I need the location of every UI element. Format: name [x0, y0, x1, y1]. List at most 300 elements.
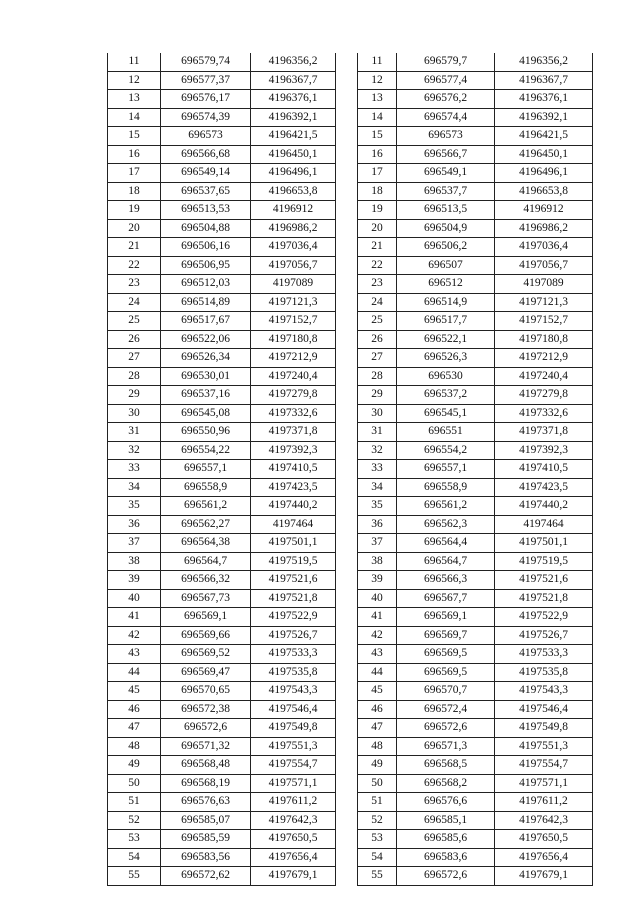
y-coordinate-cell: 4197279,8 [251, 386, 336, 405]
x-coordinate-cell: 696576,17 [161, 90, 251, 109]
y-coordinate-cell: 4197423,5 [251, 478, 336, 497]
y-coordinate-cell: 4197543,3 [495, 682, 593, 701]
x-coordinate-cell: 696526,3 [397, 349, 495, 368]
y-coordinate-cell: 4197551,3 [251, 737, 336, 756]
table-row [108, 774, 336, 793]
y-coordinate-cell: 4197464 [495, 515, 593, 534]
table-row [108, 700, 336, 719]
y-coordinate-cell: 4197522,9 [495, 608, 593, 627]
x-coordinate-cell: 696557,1 [397, 460, 495, 479]
x-coordinate-cell: 696571,3 [397, 737, 495, 756]
point-number-cell: 43 [358, 645, 397, 664]
x-coordinate-cell: 696569,7 [397, 626, 495, 645]
y-coordinate-cell: 4196653,8 [495, 182, 593, 201]
point-number-cell: 36 [358, 515, 397, 534]
y-coordinate-cell: 4196496,1 [251, 164, 336, 183]
table-row [108, 238, 336, 257]
y-coordinate-cell: 4196450,1 [251, 145, 336, 164]
table-row [358, 293, 593, 312]
table-row [358, 441, 593, 460]
table-row [358, 608, 593, 627]
table-row [108, 830, 336, 849]
x-coordinate-cell: 696554,2 [397, 441, 495, 460]
x-coordinate-cell: 696569,1 [397, 608, 495, 627]
point-number-cell: 54 [358, 848, 397, 867]
table-row [108, 71, 336, 90]
table-row [108, 589, 336, 608]
x-coordinate-cell: 696507 [397, 256, 495, 275]
point-number-cell: 39 [358, 571, 397, 590]
y-coordinate-cell: 4196356,2 [251, 53, 336, 71]
table-row [108, 275, 336, 294]
x-coordinate-cell: 696530 [397, 367, 495, 386]
point-number-cell: 30 [358, 404, 397, 423]
point-number-cell: 46 [358, 700, 397, 719]
y-coordinate-cell: 4197089 [495, 275, 593, 294]
point-number-cell: 50 [358, 774, 397, 793]
y-coordinate-cell: 4197650,5 [495, 830, 593, 849]
table-row [108, 312, 336, 331]
table-row [358, 386, 593, 405]
table-row [108, 53, 336, 71]
y-coordinate-cell: 4197554,7 [251, 756, 336, 775]
table-row [358, 793, 593, 812]
table-row [358, 515, 593, 534]
table-row [108, 108, 336, 127]
x-coordinate-cell: 696554,22 [161, 441, 251, 460]
table-row [358, 756, 593, 775]
table-body [108, 53, 336, 885]
point-number-cell: 42 [358, 626, 397, 645]
point-number-cell: 27 [358, 349, 397, 368]
y-coordinate-cell: 4197522,9 [251, 608, 336, 627]
point-number-cell: 13 [108, 90, 161, 109]
table-row [108, 719, 336, 738]
x-coordinate-cell: 696577,4 [397, 71, 495, 90]
point-number-cell: 47 [108, 719, 161, 738]
point-number-cell: 16 [358, 145, 397, 164]
point-number-cell: 31 [358, 423, 397, 442]
table-row [108, 164, 336, 183]
table-row [358, 774, 593, 793]
table-row [108, 534, 336, 553]
x-coordinate-cell: 696568,2 [397, 774, 495, 793]
table-row [358, 201, 593, 220]
point-number-cell: 51 [108, 793, 161, 812]
point-number-cell: 45 [358, 682, 397, 701]
x-coordinate-cell: 696566,7 [397, 145, 495, 164]
table-row [108, 552, 336, 571]
point-number-cell: 51 [358, 793, 397, 812]
y-coordinate-cell: 4197056,7 [495, 256, 593, 275]
point-number-cell: 18 [358, 182, 397, 201]
x-coordinate-cell: 696585,59 [161, 830, 251, 849]
point-number-cell: 26 [358, 330, 397, 349]
point-number-cell: 15 [358, 127, 397, 146]
table-row [108, 608, 336, 627]
x-coordinate-cell: 696526,34 [161, 349, 251, 368]
y-coordinate-cell: 4197501,1 [251, 534, 336, 553]
table-row [358, 626, 593, 645]
point-number-cell: 54 [108, 848, 161, 867]
point-number-cell: 20 [358, 219, 397, 238]
x-coordinate-cell: 696517,67 [161, 312, 251, 331]
x-coordinate-cell: 696572,38 [161, 700, 251, 719]
table-row [108, 737, 336, 756]
y-coordinate-cell: 4197089 [251, 275, 336, 294]
point-number-cell: 31 [108, 423, 161, 442]
point-number-cell: 24 [358, 293, 397, 312]
y-coordinate-cell: 4197526,7 [251, 626, 336, 645]
y-coordinate-cell: 4197036,4 [251, 238, 336, 257]
y-coordinate-cell: 4197332,6 [495, 404, 593, 423]
table-row [358, 404, 593, 423]
y-coordinate-cell: 4197521,8 [495, 589, 593, 608]
point-number-cell: 37 [108, 534, 161, 553]
y-coordinate-cell: 4197240,4 [251, 367, 336, 386]
table-row [358, 127, 593, 146]
point-number-cell: 44 [358, 663, 397, 682]
point-number-cell: 29 [358, 386, 397, 405]
point-number-cell: 49 [108, 756, 161, 775]
y-coordinate-cell: 4196421,5 [251, 127, 336, 146]
point-number-cell: 39 [108, 571, 161, 590]
y-coordinate-cell: 4196912 [251, 201, 336, 220]
table-row [108, 386, 336, 405]
x-coordinate-cell: 696570,65 [161, 682, 251, 701]
x-coordinate-cell: 696545,08 [161, 404, 251, 423]
y-coordinate-cell: 4197571,1 [495, 774, 593, 793]
table-row [108, 293, 336, 312]
point-number-cell: 49 [358, 756, 397, 775]
y-coordinate-cell: 4197121,3 [251, 293, 336, 312]
y-coordinate-cell: 4197440,2 [251, 497, 336, 516]
table-row [358, 589, 593, 608]
point-number-cell: 24 [108, 293, 161, 312]
x-coordinate-cell: 696573 [397, 127, 495, 146]
y-coordinate-cell: 4197611,2 [495, 793, 593, 812]
table-row [358, 238, 593, 257]
x-coordinate-cell: 696572,6 [161, 719, 251, 738]
x-coordinate-cell: 696576,63 [161, 793, 251, 812]
point-number-cell: 28 [358, 367, 397, 386]
x-coordinate-cell: 696568,48 [161, 756, 251, 775]
coordinates-table-left [107, 53, 336, 886]
point-number-cell: 50 [108, 774, 161, 793]
point-number-cell: 53 [358, 830, 397, 849]
x-coordinate-cell: 696576,2 [397, 90, 495, 109]
y-coordinate-cell: 4197543,3 [251, 682, 336, 701]
x-coordinate-cell: 696585,6 [397, 830, 495, 849]
x-coordinate-cell: 696558,9 [161, 478, 251, 497]
x-coordinate-cell: 696579,74 [161, 53, 251, 71]
table-row [358, 219, 593, 238]
point-number-cell: 14 [108, 108, 161, 127]
y-coordinate-cell: 4197679,1 [495, 867, 593, 886]
point-number-cell: 25 [108, 312, 161, 331]
x-coordinate-cell: 696537,7 [397, 182, 495, 201]
point-number-cell: 38 [108, 552, 161, 571]
y-coordinate-cell: 4197423,5 [495, 478, 593, 497]
point-number-cell: 52 [108, 811, 161, 830]
y-coordinate-cell: 4197410,5 [251, 460, 336, 479]
y-coordinate-cell: 4197212,9 [251, 349, 336, 368]
x-coordinate-cell: 696549,14 [161, 164, 251, 183]
x-coordinate-cell: 696569,1 [161, 608, 251, 627]
y-coordinate-cell: 4197440,2 [495, 497, 593, 516]
point-number-cell: 11 [108, 53, 161, 71]
table-row [108, 90, 336, 109]
point-number-cell: 16 [108, 145, 161, 164]
point-number-cell: 32 [108, 441, 161, 460]
y-coordinate-cell: 4196912 [495, 201, 593, 220]
table-row [358, 108, 593, 127]
x-coordinate-cell: 696569,66 [161, 626, 251, 645]
table-row [108, 793, 336, 812]
x-coordinate-cell: 696513,5 [397, 201, 495, 220]
table-row [358, 663, 593, 682]
table-row [358, 682, 593, 701]
table-row [108, 404, 336, 423]
point-number-cell: 36 [108, 515, 161, 534]
point-number-cell: 27 [108, 349, 161, 368]
y-coordinate-cell: 4197036,4 [495, 238, 593, 257]
table-row [358, 367, 593, 386]
x-coordinate-cell: 696566,3 [397, 571, 495, 590]
x-coordinate-cell: 696537,2 [397, 386, 495, 405]
point-number-cell: 29 [108, 386, 161, 405]
y-coordinate-cell: 4197121,3 [495, 293, 593, 312]
y-coordinate-cell: 4197332,6 [251, 404, 336, 423]
y-coordinate-cell: 4196653,8 [251, 182, 336, 201]
x-coordinate-cell: 696530,01 [161, 367, 251, 386]
x-coordinate-cell: 696567,7 [397, 589, 495, 608]
table-row [108, 867, 336, 886]
point-number-cell: 21 [358, 238, 397, 257]
x-coordinate-cell: 696506,16 [161, 238, 251, 257]
y-coordinate-cell: 4197212,9 [495, 349, 593, 368]
y-coordinate-cell: 4197519,5 [251, 552, 336, 571]
table-row [358, 811, 593, 830]
point-number-cell: 17 [108, 164, 161, 183]
x-coordinate-cell: 696568,5 [397, 756, 495, 775]
point-number-cell: 13 [358, 90, 397, 109]
x-coordinate-cell: 696572,62 [161, 867, 251, 886]
point-number-cell: 14 [358, 108, 397, 127]
x-coordinate-cell: 696551 [397, 423, 495, 442]
point-number-cell: 18 [108, 182, 161, 201]
table-row [108, 460, 336, 479]
point-number-cell: 28 [108, 367, 161, 386]
point-number-cell: 34 [108, 478, 161, 497]
x-coordinate-cell: 696514,9 [397, 293, 495, 312]
y-coordinate-cell: 4196450,1 [495, 145, 593, 164]
point-number-cell: 47 [358, 719, 397, 738]
point-number-cell: 44 [108, 663, 161, 682]
y-coordinate-cell: 4196421,5 [495, 127, 593, 146]
point-number-cell: 19 [108, 201, 161, 220]
x-coordinate-cell: 696545,1 [397, 404, 495, 423]
point-number-cell: 12 [108, 71, 161, 90]
table-row [358, 145, 593, 164]
table-row [108, 201, 336, 220]
y-coordinate-cell: 4197180,8 [495, 330, 593, 349]
y-coordinate-cell: 4197656,4 [495, 848, 593, 867]
y-coordinate-cell: 4197240,4 [495, 367, 593, 386]
y-coordinate-cell: 4197371,8 [251, 423, 336, 442]
x-coordinate-cell: 696577,37 [161, 71, 251, 90]
x-coordinate-cell: 696517,7 [397, 312, 495, 331]
point-number-cell: 48 [108, 737, 161, 756]
x-coordinate-cell: 696537,16 [161, 386, 251, 405]
table-row [108, 182, 336, 201]
y-coordinate-cell: 4197521,6 [251, 571, 336, 590]
y-coordinate-cell: 4197549,8 [495, 719, 593, 738]
point-number-cell: 23 [358, 275, 397, 294]
y-coordinate-cell: 4197521,8 [251, 589, 336, 608]
point-number-cell: 22 [358, 256, 397, 275]
x-coordinate-cell: 696564,4 [397, 534, 495, 553]
point-number-cell: 48 [358, 737, 397, 756]
x-coordinate-cell: 696571,32 [161, 737, 251, 756]
x-coordinate-cell: 696512 [397, 275, 495, 294]
y-coordinate-cell: 4196392,1 [495, 108, 593, 127]
y-coordinate-cell: 4197679,1 [251, 867, 336, 886]
table-row [358, 90, 593, 109]
table-row [108, 441, 336, 460]
x-coordinate-cell: 696562,27 [161, 515, 251, 534]
y-coordinate-cell: 4197056,7 [251, 256, 336, 275]
x-coordinate-cell: 696574,39 [161, 108, 251, 127]
table-row [108, 497, 336, 516]
y-coordinate-cell: 4197650,5 [251, 830, 336, 849]
y-coordinate-cell: 4196986,2 [495, 219, 593, 238]
x-coordinate-cell: 696506,2 [397, 238, 495, 257]
point-number-cell: 43 [108, 645, 161, 664]
x-coordinate-cell: 696561,2 [161, 497, 251, 516]
y-coordinate-cell: 4196376,1 [251, 90, 336, 109]
x-coordinate-cell: 696574,4 [397, 108, 495, 127]
y-coordinate-cell: 4196376,1 [495, 90, 593, 109]
point-number-cell: 30 [108, 404, 161, 423]
y-coordinate-cell: 4196356,2 [495, 53, 593, 71]
y-coordinate-cell: 4196367,7 [251, 71, 336, 90]
table-row [358, 830, 593, 849]
y-coordinate-cell: 4197611,2 [251, 793, 336, 812]
y-coordinate-cell: 4197501,1 [495, 534, 593, 553]
table-row [358, 423, 593, 442]
point-number-cell: 40 [358, 589, 397, 608]
x-coordinate-cell: 696573 [161, 127, 251, 146]
y-coordinate-cell: 4197279,8 [495, 386, 593, 405]
table-row [108, 330, 336, 349]
x-coordinate-cell: 696583,6 [397, 848, 495, 867]
table-row [358, 534, 593, 553]
table-row [358, 330, 593, 349]
x-coordinate-cell: 696570,7 [397, 682, 495, 701]
y-coordinate-cell: 4197535,8 [495, 663, 593, 682]
x-coordinate-cell: 696564,7 [161, 552, 251, 571]
x-coordinate-cell: 696506,95 [161, 256, 251, 275]
table-row [108, 663, 336, 682]
y-coordinate-cell: 4197551,3 [495, 737, 593, 756]
y-coordinate-cell: 4197535,8 [251, 663, 336, 682]
x-coordinate-cell: 696566,32 [161, 571, 251, 590]
point-number-cell: 33 [358, 460, 397, 479]
table-row [108, 571, 336, 590]
table-row [358, 737, 593, 756]
x-coordinate-cell: 696564,38 [161, 534, 251, 553]
table-row [358, 552, 593, 571]
point-number-cell: 42 [108, 626, 161, 645]
y-coordinate-cell: 4197519,5 [495, 552, 593, 571]
table-row [108, 423, 336, 442]
x-coordinate-cell: 696572,4 [397, 700, 495, 719]
y-coordinate-cell: 4197546,4 [495, 700, 593, 719]
point-number-cell: 11 [358, 53, 397, 71]
x-coordinate-cell: 696561,2 [397, 497, 495, 516]
point-number-cell: 38 [358, 552, 397, 571]
x-coordinate-cell: 696583,56 [161, 848, 251, 867]
table-row [358, 478, 593, 497]
table-row [358, 53, 593, 71]
x-coordinate-cell: 696549,1 [397, 164, 495, 183]
y-coordinate-cell: 4197392,3 [495, 441, 593, 460]
y-coordinate-cell: 4197371,8 [495, 423, 593, 442]
x-coordinate-cell: 696576,6 [397, 793, 495, 812]
x-coordinate-cell: 696564,7 [397, 552, 495, 571]
point-number-cell: 17 [358, 164, 397, 183]
x-coordinate-cell: 696504,9 [397, 219, 495, 238]
y-coordinate-cell: 4196986,2 [251, 219, 336, 238]
y-coordinate-cell: 4197546,4 [251, 700, 336, 719]
table-row [108, 645, 336, 664]
y-coordinate-cell: 4197642,3 [251, 811, 336, 830]
table-row [358, 571, 593, 590]
point-number-cell: 20 [108, 219, 161, 238]
y-coordinate-cell: 4197554,7 [495, 756, 593, 775]
table-row [358, 275, 593, 294]
point-number-cell: 52 [358, 811, 397, 830]
y-coordinate-cell: 4197571,1 [251, 774, 336, 793]
x-coordinate-cell: 696522,06 [161, 330, 251, 349]
x-coordinate-cell: 696557,1 [161, 460, 251, 479]
point-number-cell: 45 [108, 682, 161, 701]
y-coordinate-cell: 4197464 [251, 515, 336, 534]
x-coordinate-cell: 696513,53 [161, 201, 251, 220]
table-row [108, 145, 336, 164]
x-coordinate-cell: 696562,3 [397, 515, 495, 534]
x-coordinate-cell: 696579,7 [397, 53, 495, 71]
point-number-cell: 55 [108, 867, 161, 886]
table-row [108, 219, 336, 238]
y-coordinate-cell: 4196367,7 [495, 71, 593, 90]
table-row [108, 478, 336, 497]
x-coordinate-cell: 696567,73 [161, 589, 251, 608]
table-row [108, 515, 336, 534]
point-number-cell: 35 [358, 497, 397, 516]
table-row [358, 700, 593, 719]
point-number-cell: 34 [358, 478, 397, 497]
x-coordinate-cell: 696550,96 [161, 423, 251, 442]
x-coordinate-cell: 696512,03 [161, 275, 251, 294]
coordinates-table-right [357, 53, 593, 886]
x-coordinate-cell: 696537,65 [161, 182, 251, 201]
table-row [358, 867, 593, 886]
y-coordinate-cell: 4197410,5 [495, 460, 593, 479]
y-coordinate-cell: 4197180,8 [251, 330, 336, 349]
y-coordinate-cell: 4197642,3 [495, 811, 593, 830]
